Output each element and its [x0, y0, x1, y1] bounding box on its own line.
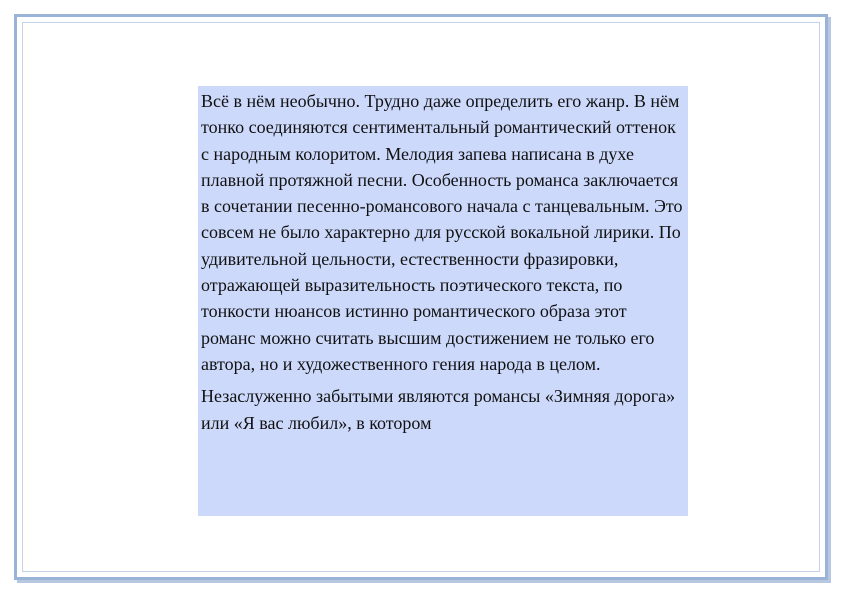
text-box — [198, 86, 688, 516]
paragraph-1: Всё в нём необычно. Трудно даже определить его жанр. В нём тонко соединяются сентиментальный романтический оттенок с народным колоритом. Мелодия запева написана в духе плавной протяжной песни. Особенность романса заключается в сочетании песенно-романсового начала с танцевальным. Это совсем не было характерно для русской вокальной лирики. По удивительной цельности, естественности фразировки, отражающей выразительность поэтического текста, по тонкости нюансов истинно романтического образа этот романс можно считать высшим достижением не только его автора, но и художественного гения народа в целом. — [201, 91, 683, 374]
paragraph-2: Незаслуженно забытыми являются романсы «Зимняя дорога» или «Я вас любил», в котором — [201, 386, 676, 433]
